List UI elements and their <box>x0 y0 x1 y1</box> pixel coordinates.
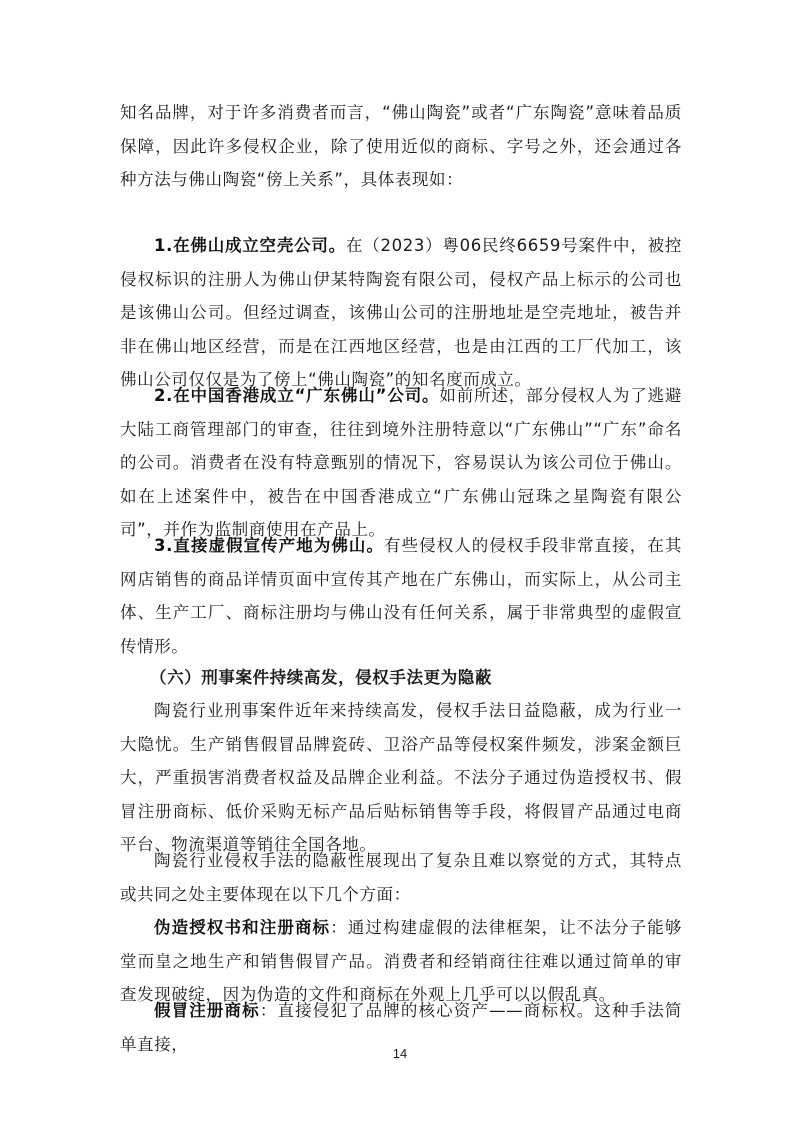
item-2-text: 如前所述，部分侵权人为了逃避大陆工商管理部门的审查，往往到境外注册特意以“广东佛山”“广东”命名的公司。消费者在没有特意甄别的情况下，容易误认为该公司位于佛山。如在上述案件中，被告在中国香港成立“广东佛山冠珠之星陶瓷有限公司”，并作为监制商使用在产品上。 <box>120 386 682 539</box>
section-heading: （六）刑事案件持续高发，侵权手法更为隐蔽 <box>150 668 492 687</box>
item-1-paragraph <box>120 229 682 397</box>
body-paragraph-2: 陶瓷行业侵权手法的隐蔽性展现出了复杂且难以察觉的方式，其特点或共同之处主要体现在以下几个方面： <box>120 851 682 904</box>
item-3-paragraph <box>120 529 682 663</box>
body-4-heading: 假冒注册商标 <box>154 1001 260 1020</box>
item-1-heading: 1.在佛山成立空壳公司。 <box>154 236 346 255</box>
item-2-heading: 2.在中国香港成立“广东佛山”公司。 <box>154 386 440 405</box>
body-3-heading: 伪造授权书和注册商标 <box>154 918 331 937</box>
item-2-paragraph <box>120 379 682 547</box>
item-1-text: 在（2023）粤06民终6659号案件中，被控侵权标识的注册人为佛山伊某特陶瓷有限公司，侵权产品上标示的公司也是该佛山公司。但经过调查，该佛山公司的注册地址是空壳地址，被告并非在佛山地区经营，而是在江西地区经营，也是由江西的工厂代加工，该佛山公司仅仅是为了傍上“佛山陶瓷”的知名度而成立。 <box>120 236 682 389</box>
item-3-heading: 3.直接虚假宣传产地为佛山。 <box>154 536 385 555</box>
intro-paragraph: 知名品牌，对于许多消费者而言，“佛山陶瓷”或者“广东陶瓷”意味着品质保障，因此许多侵权企业，除了使用近似的商标、字号之外，还会通过各种方法与佛山陶瓷“傍上关系”，具体表现如： <box>120 103 682 189</box>
body-4-text: ：直接侵犯了品牌的核心资产——商标权。这种手法简单直接， <box>120 1001 682 1054</box>
page-number: 14 <box>392 1046 408 1061</box>
body-paragraph-1: 陶瓷行业刑事案件近年来持续高发，侵权手法日益隐蔽，成为行业一大隐忧。生产销售假冒品牌瓷砖、卫浴产品等侵权案件频发，涉案金额巨大，严重损害消费者权益及品牌企业利益。不法分子通过伪造授权书、假冒注册商标、低价采购无标产品后贴标销售等手段，将假冒产品通过电商平台、物流渠道等销往全国各地。 <box>120 701 682 854</box>
item-3-text: 有些侵权人的侵权手段非常直接，在其网店销售的商品详情页面中宣传其产地在广东佛山，而实际上，从公司主体、生产工厂、商标注册均与佛山没有任何关系，属于非常典型的虚假宣传情形。 <box>120 536 682 656</box>
body-3-text: ：通过构建虚假的法律框架，让不法分子能够堂而皇之地生产和销售假冒产品。消费者和经销商往往难以通过简单的审查发现破绽，因为伪造的文件和商标在外观上几乎可以以假乱真。 <box>120 918 683 1004</box>
